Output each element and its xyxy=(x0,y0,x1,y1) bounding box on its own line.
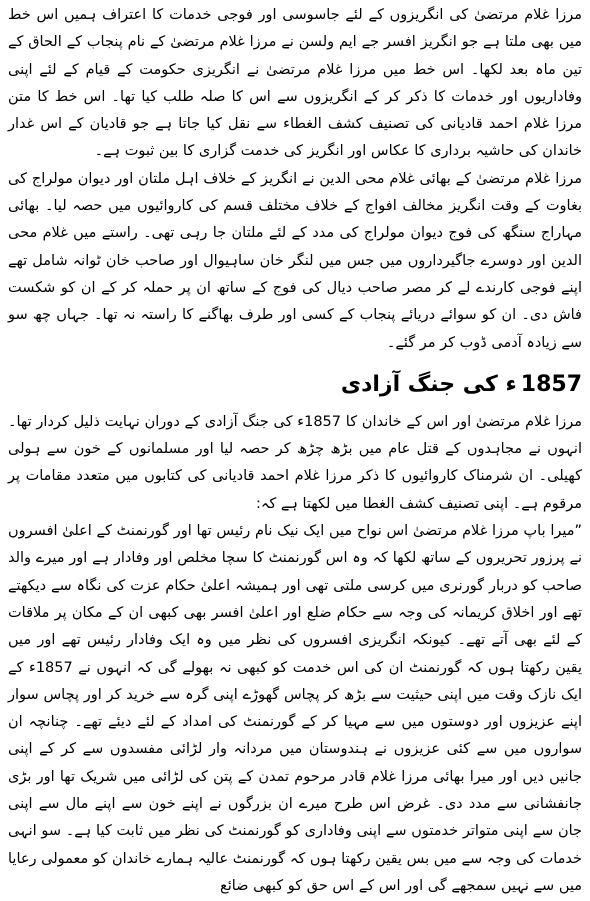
quoted-paragraph: ”میرا باپ مرزا غلام مرتضیٰ اس نواح میں ایک نیک نام رئیس تھا اور گورنمنٹ کے اعلیٰ افسروں نے پرزور تحریروں کے ساتھ لکھا کہ وہ اس گورنمنٹ کا سچا مخلص اور وفادار ہے اور میرے والد صاحب کو دربار گورنری میں کرسی ملتی تھی اور ہمیشہ اعلیٰ حکام عزت کی نگاہ سے دیکھتے تھے اور اخلاق کریمانہ کی وجہ سے حکام ضلع اور اعلیٰ افسر بھی کبھی ان کے مکان پر ملاقات کے لئے بھی آتے تھے۔ کیونکہ انگریزی افسروں کی نظر میں وہ ایک وفادار رئیس تھے اور میں یقین رکھتا ہوں کہ گورنمنٹ ان کی اس خدمت کو کبھی نہ بھولے گی کہ انہوں نے 1857ء کے ایک نازک وقت میں اپنی حیثیت سے بڑھ کر پچاس گھوڑے اپنی گرہ سے خرید کر اور پچاس سوار اپنے عزیزوں اور دوستوں میں سے مہیا کر کے گورنمنٹ کی امداد کے لئے دیئے تھے۔ چنانچہ ان سواروں میں سے کئی عزیزوں نے ہندوستان میں مردانہ وار لڑائی مفسدوں سے کر کے اپنی جانیں دیں اور میرا بھائی مرزا غلام قادر مرحوم تمدن کے پتن کی لڑائی میں شریک تھا اور بڑی جانفشانی سے مدد دی۔ غرض اس طرح میرے ان بزرگوں نے اپنے خون سے اپنے مال سے اپنی جان سے اپنی متواتر خدمتوں سے اپنی وفاداری کو گورنمنٹ کی نظر میں ثابت کیا ہے۔ سو انہی خدمات کی وجہ سے میں بس یقین رکھتا ہوں کہ گورنمنٹ عالیہ ہمارے خاندان کو معمولی رعایا میں سے نہیں سمجھے گی اور اس کے اس حق کو کبھی ضائع xyxy=(8,523,582,894)
paragraph-3: مرزا غلام مرتضیٰ اور اس کے خاندان کا 1857ء کی جنگ آزادی کے دوران نہایت ذلیل کردار تھا۔ انہوں نے مجاہدوں کے قتل عام میں بڑھ چڑھ کر حصہ لیا اور مسلمانوں کے خون سے ہولی کھیلی۔ ان شرمناک کاروائیوں کا ذکر مرزا غلام احمد قادیانی کی کتابوں میں متعدد مقامات پر مرقوم ہے۔ اپنی تصنیف کشف الغطا میں لکھتا ہے کہ: xyxy=(8,413,582,512)
section-heading-year: 1857 xyxy=(520,372,582,398)
section-heading xyxy=(8,365,582,405)
paragraph-2: مرزا غلام مرتضیٰ کے بھائی غلام محی الدین نے انگریز کے خلاف اہل ملتان اور دیوان مولراج کی بغاوت کے وقت انگریز مخالف افواج کے خلاف مختلف قسم کی کاروائیوں میں حصہ لیا۔ بھائی مہاراج سنگھ کی فوج دیوان مولراج کی مدد کے لئے ملتان جا رہی تھی۔ راستے میں غلام محی الدین اور دوسرے جاگیرداروں میں جس میں لنگر خان ساہیوال اور صاحب خان ٹوانہ شامل تھے اپنے فوجی کارندے لے کر مصر صاحب دیال کی فوج کے ساتھ ان پر حملہ کر کے ان کو شکست فاش دی۔ ان کو سوائے دریائے پنجاب کے کسی اور طرف بھاگنے کا راستہ نہ تھا۔ جہاں چھ سو سے زیادہ آدمی ڈوب کر مر گئے۔ xyxy=(8,170,582,351)
paragraph-1: مرزا غلام مرتضیٰ کی انگریزوں کے لئے جاسوسی اور فوجی خدمات کا اعتراف ہمیں اس خط میں بھی ملتا ہے جو انگریز افسر جے ایم ولسن نے مرزا غلام مرتضیٰ کے نام پنجاب کے الحاق کے تین ماہ بعد لکھا۔ اس خط میں مرزا غلام مرتضیٰ نے انگریزی حکومت کے قیام کے لئے اپنی وفاداریوں اور خدمات کا ذکر کر کے انگریزوں سے اس کا صلہ طلب کیا تھا۔ اس خط کا متن مرزا غلام احمد قادیانی کی تصنیف کشف الغطاء سے نقل کیا جاتا ہے جو قادیان کے اس غدار خاندان کی حاشیہ برداری کا عکاس اور انگریز کی خدمت گزاری کا بین ثبوت ہے۔ xyxy=(8,7,582,160)
section-heading-text: ء کی جنگ آزادی xyxy=(340,372,517,398)
